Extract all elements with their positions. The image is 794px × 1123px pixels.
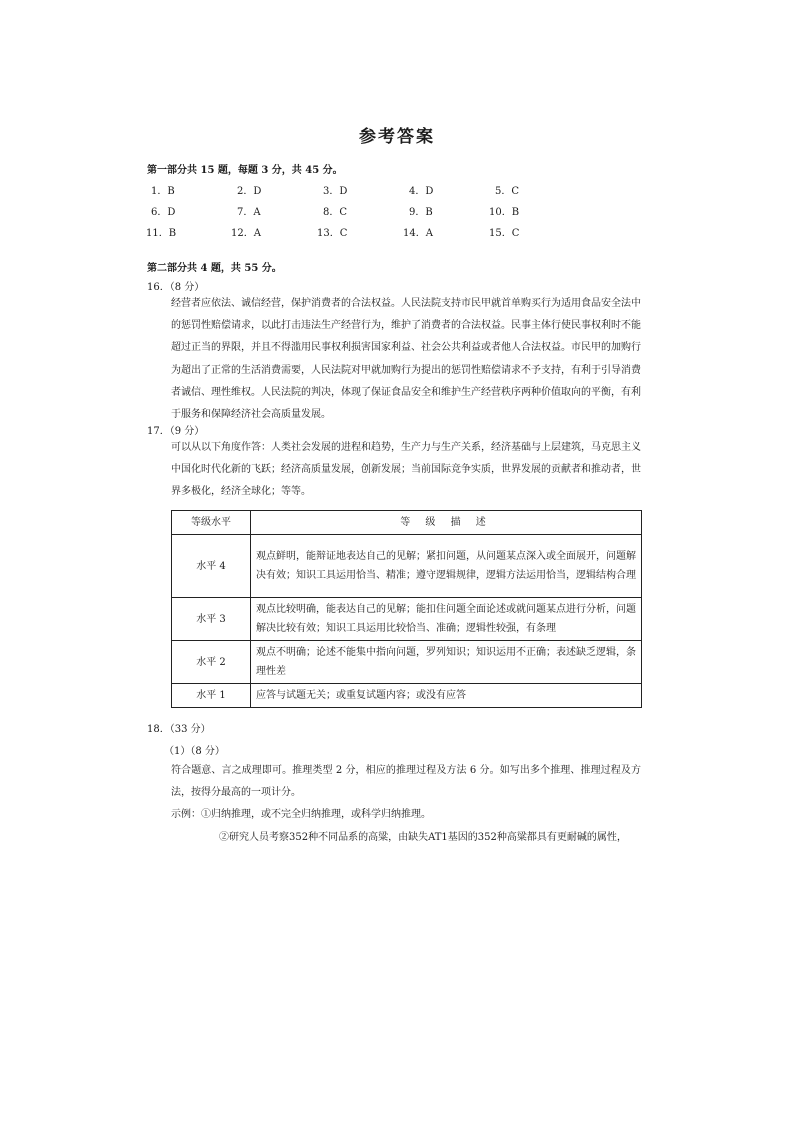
answer-8: 8．C: [323, 207, 348, 218]
part2-header: 第二部分共 4 题，共 55 分。: [147, 263, 282, 274]
table-header-row: [172, 511, 642, 535]
answer-6: 6．D: [151, 207, 176, 218]
question-17-label: 17．（9 分）: [147, 426, 205, 437]
description-cell: 观点比较明确，能表达自己的见解；能扣住问题全面论述或就问题某点进行分析，问题解决比较有效；知识工具运用比较恰当、准确；逻辑性较强，有条理: [251, 598, 642, 641]
answer-14: 14．A: [403, 228, 433, 239]
answer-4: 4．D: [409, 186, 434, 197]
question-18-label: 18．（33 分）: [147, 724, 211, 735]
question-18-sub1-answer: 符合题意、言之成理即可。推理类型 2 分，相应的推理过程及方法 6 分。如写出多个推理、推理过程及方法，按得分最高的一项计分。: [171, 765, 641, 799]
description-cell: 观点不明确；论述不能集中指向问题，罗列知识；知识运用不正确；表述缺乏逻辑，条理性差: [251, 641, 642, 684]
answer-2: 2．D: [237, 186, 262, 197]
description-cell: 应答与试题无关；或重复试题内容；或没有应答: [251, 684, 642, 708]
question-18-example: 示例：①归纳推理，或不完全归纳推理，或科学归纳推理。: [171, 809, 431, 820]
answer-1: 1．B: [151, 186, 175, 197]
part1-header: 第一部分共 15 题，每题 3 分，共 45 分。: [147, 165, 343, 176]
question-17-answer: 可以从以下角度作答：人类社会发展的进程和趋势，生产力与生产关系，经济基础与上层建筑，马克思主义中国化时代化新的飞跃；经济高质量发展，创新发展；当前国际竞争实质，世界发展的贡献者和推动者，世界多极化，经济全球化；等等。: [171, 442, 641, 498]
table-row: [172, 598, 642, 641]
table-header-level: 等级水平: [172, 511, 251, 535]
answer-12: 12．A: [231, 228, 261, 239]
answer-11: 11．B: [146, 228, 177, 239]
question-16-label: 16．（8 分）: [147, 282, 205, 293]
answer-row-2: [0, 203, 794, 217]
level-cell: 水平 4: [172, 535, 251, 598]
answer-5: 5．C: [495, 186, 520, 197]
answer-row-1: [0, 182, 794, 196]
description-cell: 观点鲜明，能辩证地表达自己的见解；紧扣问题，从问题某点深入或全面展开，问题解决有效；知识工具运用恰当、精准；遵守逻辑规律，逻辑方法运用恰当，逻辑结构合理: [251, 535, 642, 598]
answer-3: 3．D: [323, 186, 348, 197]
answer-7: 7．A: [237, 207, 261, 218]
answer-9: 9．B: [409, 207, 433, 218]
answer-13: 13．C: [317, 228, 348, 239]
level-cell: 水平 1: [172, 684, 251, 708]
table-row: [172, 641, 642, 684]
question-18-sub1-label: （1）（8 分）: [164, 746, 225, 757]
level-cell: 水平 2: [172, 641, 251, 684]
answer-15: 15．C: [489, 228, 520, 239]
table-row: [172, 684, 642, 708]
answer-10: 10．B: [489, 207, 520, 218]
table-header-description: 等 级 描 述: [251, 511, 642, 535]
question-16-answer: 经营者应依法、诚信经营，保护消费者的合法权益。人民法院支持市民甲就首单购买行为适用食品安全法中的惩罚性赔偿请求，以此打击违法生产经营行为，维护了消费者的合法权益。民事主体行使民事权利时不能超过正当的界限，并且不得滥用民事权利损害国家利益、社会公共利益或者他人合法权益。市民甲的加购行为超出了正常的生活消费需要，人民法院对甲就加购行为提出的惩罚性赔偿请求不予支持，有利于引导消费者诚信、理性维权。人民法院的判决，体现了保证食品安全和维护生产经营秩序两种价值取向的平衡，有利于服务和保障经济社会高质量发展。: [171, 298, 641, 421]
page-title: 参考答案: [359, 127, 435, 147]
level-cell: 水平 3: [172, 598, 251, 641]
question-18-example-2: ②研究人员考察352种不同品系的高粱，由缺失AT1基因的352种高粱都具有更耐碱的属性，: [219, 832, 627, 843]
table-row: [172, 535, 642, 598]
answer-row-3: [0, 224, 794, 238]
scoring-level-table: [171, 510, 642, 708]
